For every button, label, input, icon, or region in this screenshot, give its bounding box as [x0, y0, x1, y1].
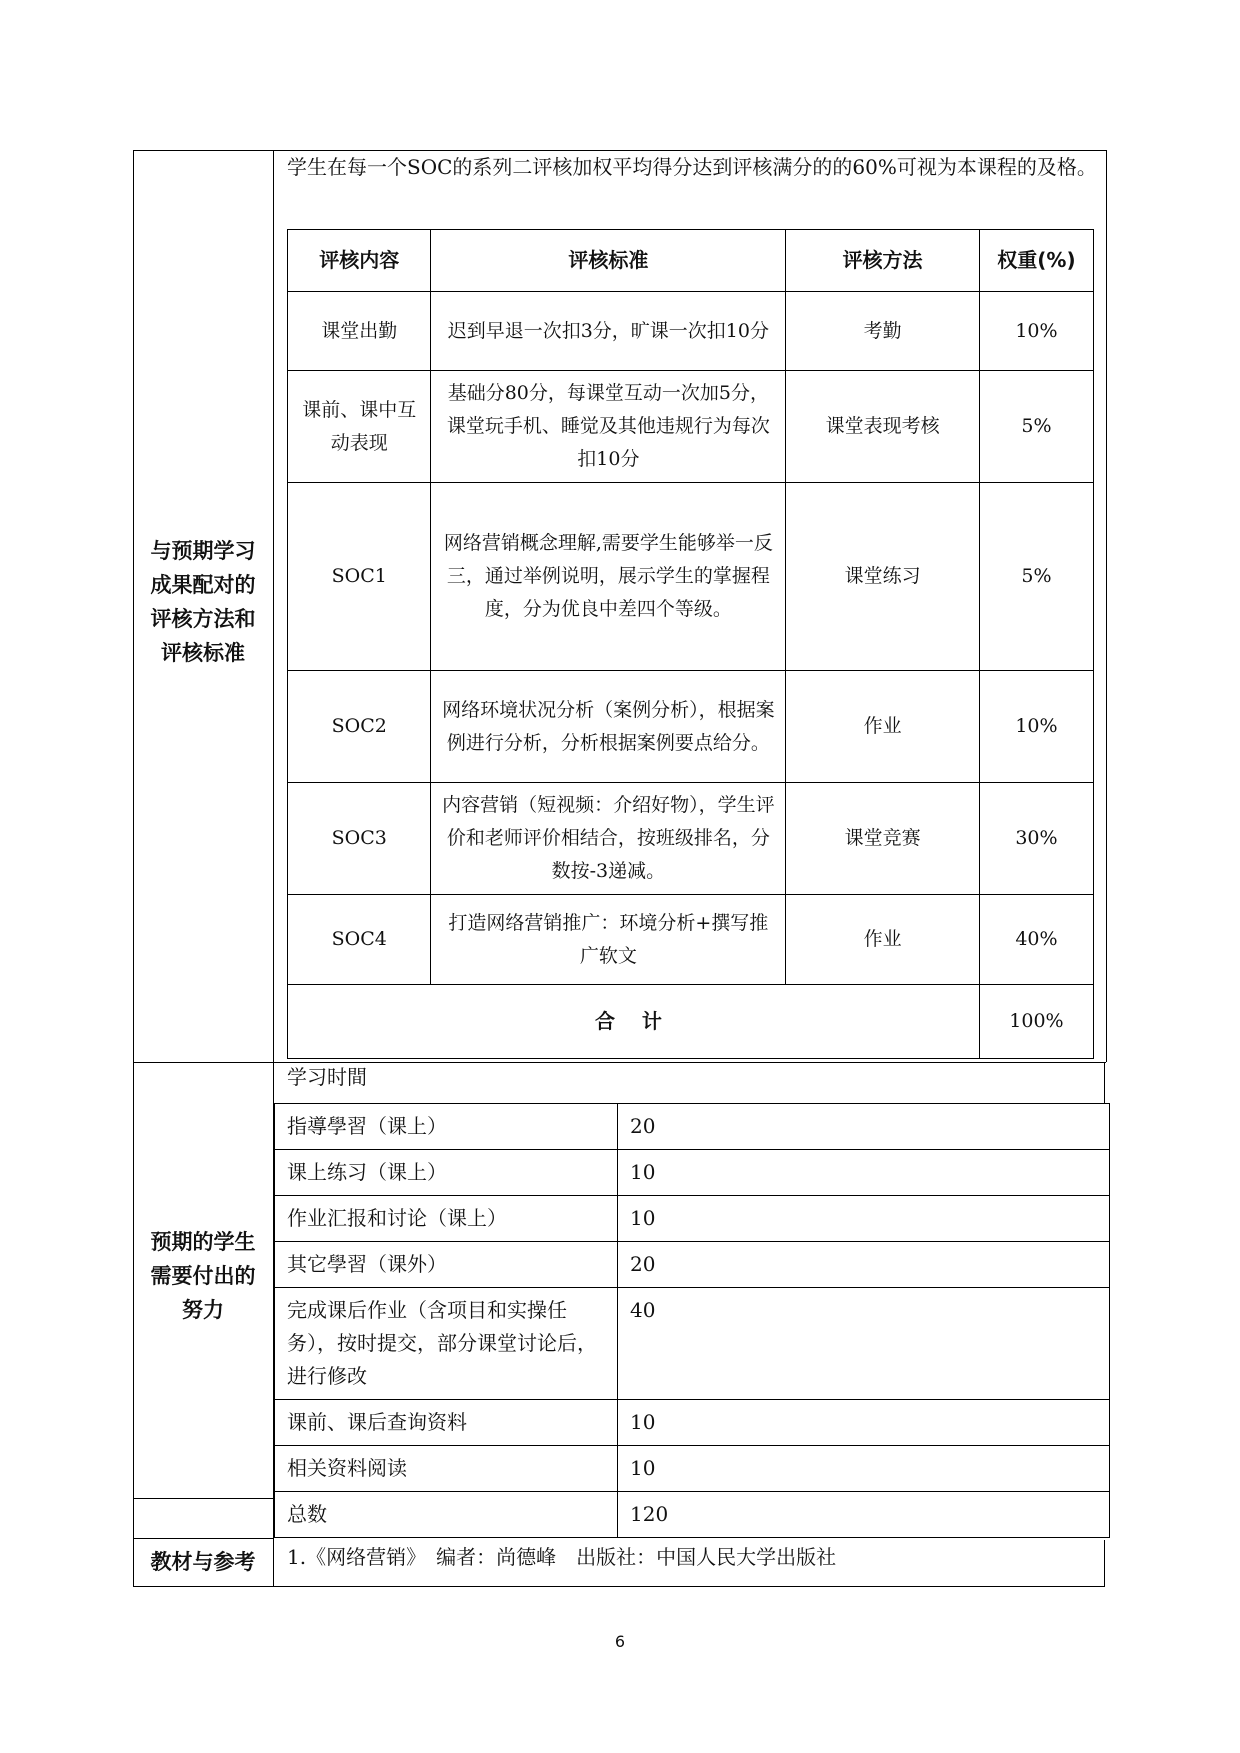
row-item: 课前、课中互动表现	[288, 371, 431, 483]
row-criteria: 打造网络营销推广：环境分析+撰写推广软文	[431, 895, 786, 985]
row-method: 作业	[786, 895, 980, 985]
table-row	[275, 1446, 1110, 1492]
row-method: 作业	[786, 671, 980, 783]
header-criteria: 评核标准	[431, 230, 786, 292]
effort-table	[274, 1103, 1110, 1538]
row-weight: 30%	[979, 783, 1093, 895]
assessment-total-row	[288, 985, 1094, 1059]
table-row	[275, 1288, 1110, 1400]
outer-bottom-border	[133, 1586, 1105, 1587]
effort-value: 20	[618, 1104, 1110, 1150]
effort-value: 40	[618, 1288, 1110, 1400]
pass-criteria-text: 学生在每一个SOC的系列二评核加权平均得分达到评核满分的的60%可视为本课程的及格。	[287, 155, 1097, 179]
effort-label: 作业汇报和讨论（课上）	[275, 1196, 618, 1242]
row-item: SOC3	[288, 783, 431, 895]
table-row	[288, 371, 1094, 483]
study-time-right-border	[1104, 1062, 1105, 1104]
section-divider-3	[133, 1538, 273, 1539]
row-criteria: 网络环境状况分析（案例分析），根据案例进行分析，分析根据案例要点给分。	[431, 671, 786, 783]
row-weight: 5%	[979, 483, 1093, 671]
row-weight: 40%	[979, 895, 1093, 985]
effort-total-row	[275, 1492, 1110, 1538]
effort-total-label: 总数	[275, 1492, 618, 1538]
effort-value: 20	[618, 1242, 1110, 1288]
row-item: SOC4	[288, 895, 431, 985]
assessment-header-row	[288, 230, 1094, 292]
table-row	[275, 1196, 1110, 1242]
outer-right-border	[1106, 150, 1107, 1062]
table-row	[275, 1150, 1110, 1196]
header-weight: 权重(%)	[979, 230, 1093, 292]
row-criteria: 内容营销（短视频：介绍好物），学生评价和老师评价相结合，按班级排名，分数按-3递减。	[431, 783, 786, 895]
study-time-title: 学习时間	[287, 1065, 367, 1089]
row-weight: 10%	[979, 292, 1093, 371]
total-value: 100%	[979, 985, 1093, 1059]
page-number: 6	[614, 1632, 626, 1651]
section-divider-2	[133, 1498, 273, 1499]
section-divider-1	[133, 1062, 1106, 1063]
effort-label: 课上练习（课上）	[275, 1150, 618, 1196]
table-row	[288, 483, 1094, 671]
row-item: 课堂出勤	[288, 292, 431, 371]
effort-label: 其它學習（课外）	[275, 1242, 618, 1288]
table-row	[275, 1104, 1110, 1150]
row-method: 课堂练习	[786, 483, 980, 671]
effort-value: 10	[618, 1196, 1110, 1242]
table-row	[288, 292, 1094, 371]
assessment-table	[287, 229, 1094, 1059]
row-weight: 5%	[979, 371, 1093, 483]
effort-value: 10	[618, 1446, 1110, 1492]
table-row	[275, 1242, 1110, 1288]
effort-label: 相关资料阅读	[275, 1446, 618, 1492]
row-criteria: 网络营销概念理解,需要学生能够举一反三，通过举例说明，展示学生的掌握程度，分为优良中差四个等级。	[431, 483, 786, 671]
row-weight: 10%	[979, 671, 1093, 783]
row-criteria: 迟到早退一次扣3分，旷课一次扣10分	[431, 292, 786, 371]
row-method: 课堂竞赛	[786, 783, 980, 895]
outer-left-border	[133, 150, 134, 1587]
textbook-right-border	[1104, 1540, 1105, 1587]
row-item: SOC1	[288, 483, 431, 671]
table-row	[288, 895, 1094, 985]
effort-section-label: 预期的学生 需要付出的 努力	[150, 1230, 256, 1322]
textbook-reference: 1.《网络营销》 编者：尚德峰 出版社：中国人民大学出版社	[287, 1545, 837, 1569]
row-criteria: 基础分80分，每课堂互动一次加5分，课堂玩手机、睡觉及其他违规行为每次扣10分	[431, 371, 786, 483]
effort-value: 10	[618, 1400, 1110, 1446]
row-item: SOC2	[288, 671, 431, 783]
row-method: 课堂表现考核	[786, 371, 980, 483]
effort-value: 10	[618, 1150, 1110, 1196]
textbook-section-label: 教材与参考	[150, 1550, 256, 1574]
table-row	[288, 671, 1094, 783]
assessment-section-label: 与预期学习 成果配对的 评核方法和 评核标准	[150, 539, 256, 665]
row-method: 考勤	[786, 292, 980, 371]
effort-label: 完成课后作业（含项目和实操任务），按时提交，部分课堂讨论后，进行修改	[275, 1288, 618, 1400]
table-row	[288, 783, 1094, 895]
total-label: 合 计	[288, 985, 980, 1059]
table-row	[275, 1400, 1110, 1446]
effort-label: 课前、课后查询资料	[275, 1400, 618, 1446]
effort-label: 指導學習（课上）	[275, 1104, 618, 1150]
header-method: 评核方法	[786, 230, 980, 292]
header-item: 评核内容	[288, 230, 431, 292]
effort-total-value: 120	[618, 1492, 1110, 1538]
